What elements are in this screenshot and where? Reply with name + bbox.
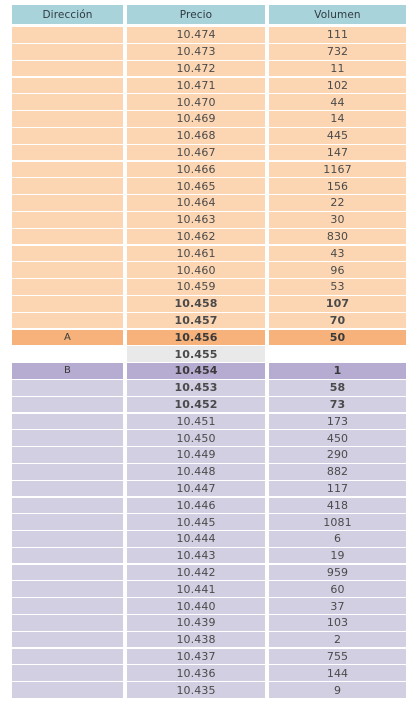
bid-row[interactable]	[12, 379, 408, 396]
direction-cell	[12, 565, 123, 581]
ask-row[interactable]	[12, 76, 408, 93]
bid-row[interactable]	[12, 614, 408, 631]
column-header-price[interactable]: Precio	[127, 5, 265, 24]
price-cell: 10.435	[127, 682, 265, 698]
volume-cell: 173	[269, 414, 406, 430]
ask-row[interactable]	[12, 43, 408, 60]
price-cell: 10.467	[127, 145, 265, 161]
bid-row[interactable]	[12, 412, 408, 429]
direction-cell	[12, 632, 123, 648]
price-cell: 10.459	[127, 279, 265, 295]
price-cell: 10.466	[127, 162, 265, 178]
direction-cell	[12, 27, 123, 43]
best-bid-row[interactable]	[12, 362, 408, 379]
bid-row[interactable]	[12, 530, 408, 547]
direction-cell	[12, 548, 123, 564]
volume-cell: 755	[269, 649, 406, 665]
volume-cell: 830	[269, 229, 406, 245]
ask-row[interactable]	[12, 93, 408, 110]
price-cell: 10.454	[127, 363, 265, 379]
direction-cell	[12, 145, 123, 161]
price-cell: 10.441	[127, 581, 265, 597]
ask-row[interactable]	[12, 295, 408, 312]
mid-price-row[interactable]	[12, 345, 408, 362]
volume-cell: 732	[269, 44, 406, 60]
direction-cell	[12, 447, 123, 463]
ask-row[interactable]	[12, 194, 408, 211]
volume-cell: 290	[269, 447, 406, 463]
direction-cell	[12, 279, 123, 295]
direction-cell	[12, 111, 123, 127]
bid-row[interactable]	[12, 547, 408, 564]
header-row	[12, 5, 408, 26]
volume-cell: 959	[269, 565, 406, 581]
direction-cell	[12, 262, 123, 278]
direction-cell	[12, 94, 123, 110]
bid-row[interactable]	[12, 664, 408, 681]
bid-row[interactable]	[12, 564, 408, 581]
volume-cell: 9	[269, 682, 406, 698]
ask-row[interactable]	[12, 177, 408, 194]
price-cell: 10.448	[127, 464, 265, 480]
volume-cell: 111	[269, 27, 406, 43]
bid-row[interactable]	[12, 429, 408, 446]
price-cell: 10.437	[127, 649, 265, 665]
price-cell: 10.443	[127, 548, 265, 564]
ask-row[interactable]	[12, 144, 408, 161]
price-cell: 10.446	[127, 498, 265, 514]
ask-row[interactable]	[12, 211, 408, 228]
volume-cell: 102	[269, 78, 406, 94]
price-cell: 10.450	[127, 430, 265, 446]
direction-cell	[12, 581, 123, 597]
volume-cell: 144	[269, 665, 406, 681]
direction-cell	[12, 44, 123, 60]
direction-cell	[12, 229, 123, 245]
price-cell: 10.460	[127, 262, 265, 278]
price-cell: 10.444	[127, 531, 265, 547]
price-cell: 10.452	[127, 397, 265, 413]
price-cell: 10.458	[127, 296, 265, 312]
volume-cell: 96	[269, 262, 406, 278]
bid-row[interactable]	[12, 396, 408, 413]
ask-row[interactable]	[12, 244, 408, 261]
direction-cell	[12, 498, 123, 514]
direction-cell	[12, 313, 123, 329]
ask-row[interactable]	[12, 26, 408, 43]
direction-cell	[12, 649, 123, 665]
price-cell: 10.474	[127, 27, 265, 43]
direction-cell	[12, 414, 123, 430]
direction-cell	[12, 296, 123, 312]
ask-row[interactable]	[12, 110, 408, 127]
bid-row[interactable]	[12, 597, 408, 614]
ask-row[interactable]	[12, 127, 408, 144]
price-cell: 10.445	[127, 514, 265, 530]
price-cell: 10.462	[127, 229, 265, 245]
ask-row[interactable]	[12, 312, 408, 329]
direction-cell	[12, 380, 123, 396]
volume-cell: 445	[269, 128, 406, 144]
best-ask-row[interactable]	[12, 328, 408, 345]
direction-cell	[12, 682, 123, 698]
direction-cell	[12, 598, 123, 614]
direction-cell	[12, 162, 123, 178]
direction-cell	[12, 346, 123, 362]
price-cell: 10.469	[127, 111, 265, 127]
volume-cell: 43	[269, 246, 406, 262]
price-cell: 10.449	[127, 447, 265, 463]
direction-cell: B	[12, 363, 123, 379]
direction-cell	[12, 430, 123, 446]
volume-cell	[269, 346, 406, 362]
bid-row[interactable]	[12, 496, 408, 513]
ask-row[interactable]	[12, 60, 408, 77]
price-cell: 10.451	[127, 414, 265, 430]
price-cell: 10.471	[127, 78, 265, 94]
volume-cell: 58	[269, 380, 406, 396]
bid-row[interactable]	[12, 647, 408, 664]
bid-row[interactable]	[12, 463, 408, 480]
volume-cell: 1081	[269, 514, 406, 530]
price-cell: 10.455	[127, 346, 265, 362]
bid-row[interactable]	[12, 513, 408, 530]
volume-cell: 14	[269, 111, 406, 127]
volume-cell: 117	[269, 481, 406, 497]
price-cell: 10.472	[127, 61, 265, 77]
price-cell: 10.457	[127, 313, 265, 329]
volume-cell: 60	[269, 581, 406, 597]
price-cell: 10.473	[127, 44, 265, 60]
price-cell: 10.463	[127, 212, 265, 228]
volume-cell: 147	[269, 145, 406, 161]
direction-cell	[12, 531, 123, 547]
direction-cell	[12, 665, 123, 681]
ask-row[interactable]	[12, 160, 408, 177]
volume-cell: 53	[269, 279, 406, 295]
direction-cell	[12, 397, 123, 413]
volume-cell: 11	[269, 61, 406, 77]
price-cell: 10.468	[127, 128, 265, 144]
direction-cell	[12, 128, 123, 144]
volume-cell: 70	[269, 313, 406, 329]
bid-row[interactable]	[12, 446, 408, 463]
direction-cell: A	[12, 330, 123, 346]
price-cell: 10.439	[127, 615, 265, 631]
price-cell: 10.456	[127, 330, 265, 346]
ask-row[interactable]	[12, 261, 408, 278]
volume-cell: 1	[269, 363, 406, 379]
bid-row[interactable]	[12, 631, 408, 648]
volume-cell: 156	[269, 178, 406, 194]
volume-cell: 19	[269, 548, 406, 564]
volume-cell: 50	[269, 330, 406, 346]
direction-cell	[12, 481, 123, 497]
order-book-table	[12, 5, 408, 698]
volume-cell: 44	[269, 94, 406, 110]
direction-cell	[12, 195, 123, 211]
ask-row[interactable]	[12, 228, 408, 245]
volume-cell: 73	[269, 397, 406, 413]
price-cell: 10.465	[127, 178, 265, 194]
volume-cell: 450	[269, 430, 406, 446]
volume-cell: 22	[269, 195, 406, 211]
direction-cell	[12, 212, 123, 228]
price-cell: 10.442	[127, 565, 265, 581]
bid-row[interactable]	[12, 681, 408, 698]
volume-cell: 6	[269, 531, 406, 547]
price-cell: 10.461	[127, 246, 265, 262]
bid-row[interactable]	[12, 480, 408, 497]
direction-cell	[12, 246, 123, 262]
volume-cell: 418	[269, 498, 406, 514]
volume-cell: 2	[269, 632, 406, 648]
direction-cell	[12, 514, 123, 530]
ask-row[interactable]	[12, 278, 408, 295]
direction-cell	[12, 78, 123, 94]
direction-cell	[12, 178, 123, 194]
direction-cell	[12, 464, 123, 480]
price-cell: 10.453	[127, 380, 265, 396]
price-cell: 10.447	[127, 481, 265, 497]
column-header-direction[interactable]: Dirección	[12, 5, 123, 24]
bid-row[interactable]	[12, 580, 408, 597]
direction-cell	[12, 61, 123, 77]
volume-cell: 37	[269, 598, 406, 614]
volume-cell: 107	[269, 296, 406, 312]
volume-cell: 882	[269, 464, 406, 480]
order-book-rows	[12, 26, 408, 698]
price-cell: 10.470	[127, 94, 265, 110]
volume-cell: 1167	[269, 162, 406, 178]
column-header-volume[interactable]: Volumen	[269, 5, 406, 24]
price-cell: 10.464	[127, 195, 265, 211]
direction-cell	[12, 615, 123, 631]
price-cell: 10.440	[127, 598, 265, 614]
price-cell: 10.438	[127, 632, 265, 648]
volume-cell: 30	[269, 212, 406, 228]
volume-cell: 103	[269, 615, 406, 631]
price-cell: 10.436	[127, 665, 265, 681]
